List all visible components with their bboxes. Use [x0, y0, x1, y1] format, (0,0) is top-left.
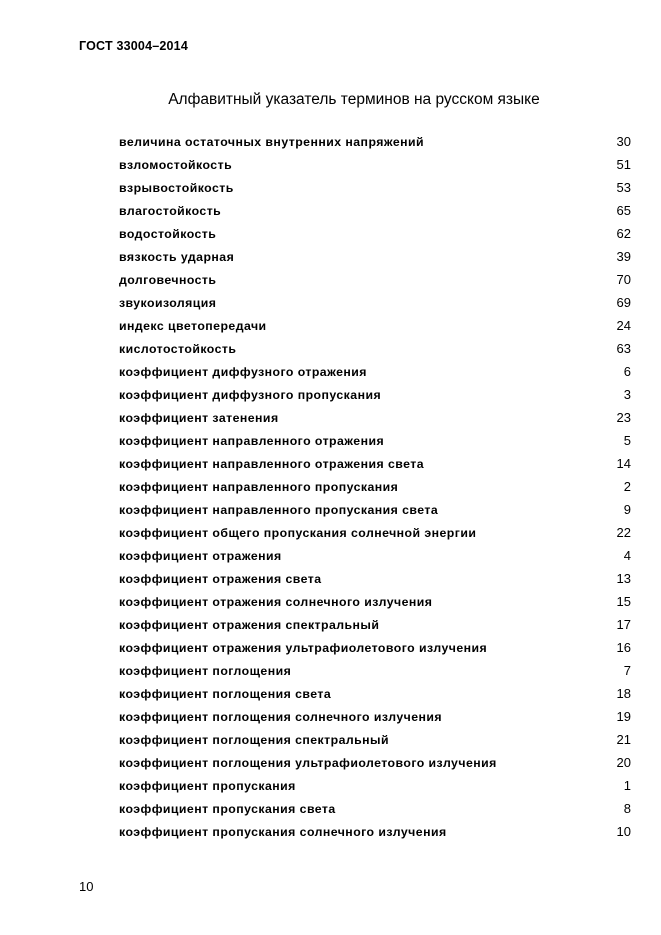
- index-page-ref: 2: [623, 479, 631, 494]
- index-page-ref: 1: [623, 778, 631, 793]
- index-entry: [119, 728, 631, 751]
- index-entry: [119, 153, 631, 176]
- index-term: коэффициент поглощения света: [119, 686, 332, 701]
- index-page-ref: 20: [616, 755, 631, 770]
- index-entry: [119, 682, 631, 705]
- index-page-ref: 4: [623, 548, 631, 563]
- index-entry: [119, 590, 631, 613]
- index-page-ref: 7: [623, 663, 631, 678]
- index-term: индекс цветопередачи: [119, 318, 267, 333]
- document-code: ГОСТ 33004–2014: [79, 39, 188, 53]
- index-entry: [119, 222, 631, 245]
- index-term: вязкость ударная: [119, 249, 235, 264]
- index-entry: [119, 475, 631, 498]
- index-page-ref: 39: [616, 249, 631, 264]
- index-term: коэффициент отражения света: [119, 571, 322, 586]
- index-term: коэффициент направленного отражения: [119, 433, 385, 448]
- index-page-ref: 18: [616, 686, 631, 701]
- index-entry: [119, 498, 631, 521]
- index-entry: [119, 659, 631, 682]
- index-page-ref: 16: [616, 640, 631, 655]
- index-entry: [119, 820, 631, 843]
- index-term: коэффициент направленного отражения света: [119, 456, 424, 471]
- index-entry: [119, 199, 631, 222]
- index-page-ref: 15: [616, 594, 631, 609]
- index-term: коэффициент отражения спектральный: [119, 617, 380, 632]
- index-term: коэффициент отражения: [119, 548, 282, 563]
- index-page-ref: 6: [623, 364, 631, 379]
- index-term: звукоизоляция: [119, 295, 217, 310]
- index-page-ref: 19: [616, 709, 631, 724]
- index-term: влагостойкость: [119, 203, 222, 218]
- index-entry: [119, 176, 631, 199]
- index-title: Алфавитный указатель терминов на русском языке: [168, 91, 540, 108]
- index-page-ref: 10: [616, 824, 631, 839]
- index-entry: [119, 429, 631, 452]
- index-page-ref: 8: [623, 801, 631, 816]
- index-page-ref: 24: [616, 318, 631, 333]
- index-page-ref: 70: [616, 272, 631, 287]
- index-entry: [119, 452, 631, 475]
- index-page-ref: 5: [623, 433, 631, 448]
- page-number: 10: [79, 879, 94, 894]
- index-term: взломостойкость: [119, 157, 233, 172]
- index-page-ref: 69: [616, 295, 631, 310]
- index-term: величина остаточных внутренних напряжений: [119, 134, 425, 149]
- index-entry: [119, 751, 631, 774]
- index-page-ref: 65: [616, 203, 631, 218]
- index-page-ref: 22: [616, 525, 631, 540]
- index-entry: [119, 797, 631, 820]
- index-entry: [119, 337, 631, 360]
- index-entry: [119, 774, 631, 797]
- index-page-ref: 3: [623, 387, 631, 402]
- index-page-ref: 14: [616, 456, 631, 471]
- index-term: коэффициент затенения: [119, 410, 279, 425]
- index-entry: [119, 613, 631, 636]
- index-term: коэффициент поглощения: [119, 663, 292, 678]
- term-index-list: [119, 130, 631, 843]
- index-term: коэффициент отражения солнечного излучения: [119, 594, 433, 609]
- index-term: коэффициент общего пропускания солнечной энергии: [119, 525, 477, 540]
- index-entry: [119, 268, 631, 291]
- index-entry: [119, 521, 631, 544]
- index-entry: [119, 314, 631, 337]
- index-term: коэффициент пропускания солнечного излучения: [119, 824, 447, 839]
- index-page-ref: 53: [616, 180, 631, 195]
- index-term: коэффициент отражения ультрафиолетового излучения: [119, 640, 488, 655]
- index-entry: [119, 360, 631, 383]
- index-term: коэффициент пропускания: [119, 778, 296, 793]
- index-entry: [119, 636, 631, 659]
- index-page-ref: 13: [616, 571, 631, 586]
- index-entry: [119, 705, 631, 728]
- index-term: долговечность: [119, 272, 217, 287]
- index-page-ref: 51: [616, 157, 631, 172]
- index-entry: [119, 245, 631, 268]
- index-page-ref: 17: [616, 617, 631, 632]
- index-page-ref: 21: [616, 732, 631, 747]
- index-term: коэффициент поглощения спектральный: [119, 732, 389, 747]
- index-term: взрывостойкость: [119, 180, 234, 195]
- index-term: коэффициент поглощения ультрафиолетового излучения: [119, 755, 497, 770]
- index-term: коэффициент диффузного пропускания: [119, 387, 382, 402]
- index-entry: [119, 130, 631, 153]
- index-page-ref: 63: [616, 341, 631, 356]
- index-entry: [119, 567, 631, 590]
- index-term: коэффициент поглощения солнечного излучения: [119, 709, 443, 724]
- index-term: водостойкость: [119, 226, 217, 241]
- index-entry: [119, 291, 631, 314]
- index-term: кислотостойкость: [119, 341, 237, 356]
- index-term: коэффициент пропускания света: [119, 801, 336, 816]
- index-term: коэффициент направленного пропускания света: [119, 502, 439, 517]
- index-entry: [119, 383, 631, 406]
- index-term: коэффициент направленного пропускания: [119, 479, 399, 494]
- index-page-ref: 9: [623, 502, 631, 517]
- index-entry: [119, 544, 631, 567]
- index-page-ref: 62: [616, 226, 631, 241]
- index-page-ref: 30: [616, 134, 631, 149]
- index-term: коэффициент диффузного отражения: [119, 364, 367, 379]
- index-entry: [119, 406, 631, 429]
- index-page-ref: 23: [616, 410, 631, 425]
